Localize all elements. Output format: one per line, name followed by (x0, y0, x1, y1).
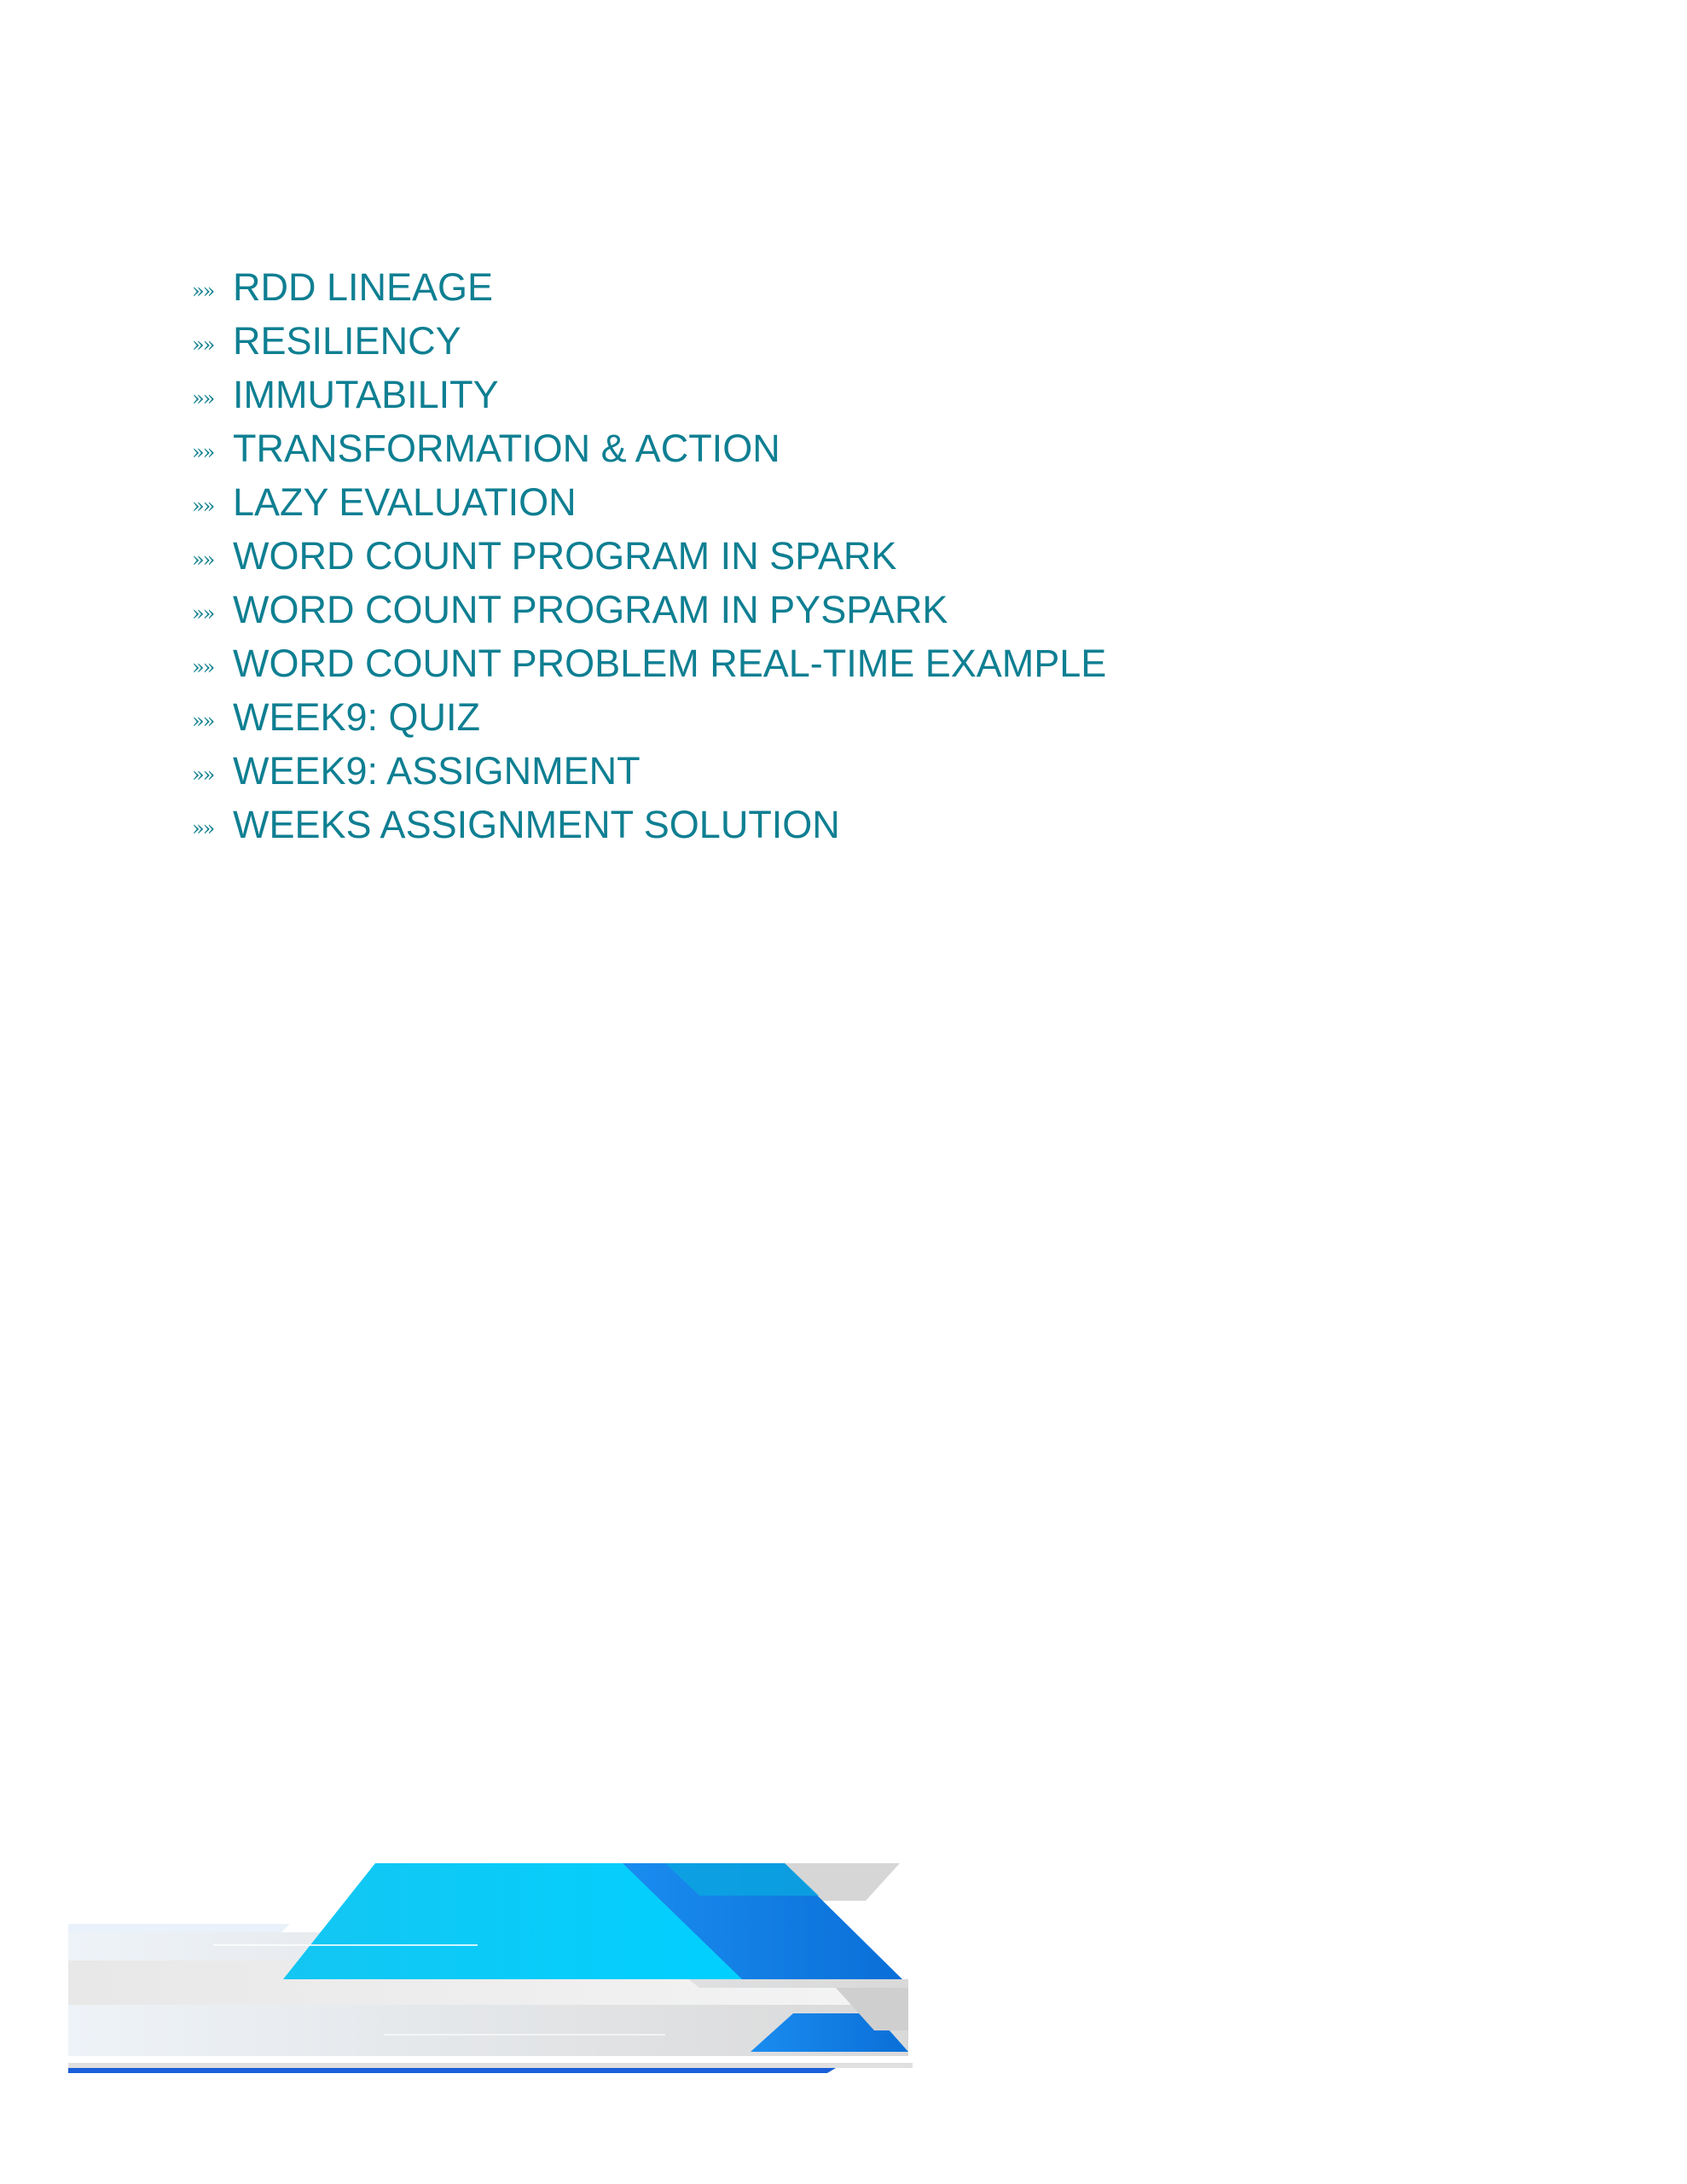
toc-label: TRANSFORMATION & ACTION (233, 427, 780, 470)
table-of-contents (192, 253, 1106, 844)
toc-label: WEEK9: QUIZ (233, 695, 481, 739)
toc-item-word-count-pyspark (192, 575, 1106, 629)
banner-line-bottom (68, 2063, 913, 2068)
toc-item-week9-quiz (192, 682, 1106, 739)
bullet-icon: »» (192, 709, 214, 733)
bullet-icon: »» (192, 494, 214, 518)
toc-item-weeks-assignment-solution (192, 790, 1106, 844)
toc-label: WORD COUNT PROGRAM IN SPARK (233, 534, 897, 578)
bullet-icon: »» (192, 601, 214, 625)
toc-label: WORD COUNT PROGRAM IN PYSPARK (233, 588, 948, 631)
toc-label: WEEK9: ASSIGNMENT (233, 749, 641, 793)
bullet-icon: »» (192, 386, 214, 410)
toc-label: WORD COUNT PROBLEM REAL-TIME EXAMPLE (233, 642, 1107, 685)
toc-item-rdd-lineage (192, 253, 1106, 309)
toc-item-word-count-spark (192, 521, 1106, 578)
toc-item-week9-assignment (192, 736, 1106, 793)
bullet-icon: »» (192, 655, 214, 679)
toc-label: LAZY EVALUATION (233, 480, 577, 524)
bullet-icon: »» (192, 763, 214, 787)
toc-label: WEEKS ASSIGNMENT SOLUTION (233, 803, 840, 846)
toc-label: RESILIENCY (233, 319, 461, 363)
toc-label: IMMUTABILITY (233, 373, 499, 416)
bullet-icon: »» (192, 279, 214, 303)
banner-line-blue (68, 2068, 836, 2073)
toc-label: RDD LINEAGE (233, 265, 494, 309)
toc-item-lazy-evaluation (192, 468, 1106, 524)
bullet-icon: »» (192, 548, 214, 572)
toc-item-resiliency (192, 306, 1106, 363)
bullet-icon: »» (192, 333, 214, 357)
toc-item-transformation-action (192, 414, 1106, 468)
bullet-icon: »» (192, 440, 214, 464)
decorative-banner-graphic (68, 1860, 913, 2077)
toc-item-immutability (192, 360, 1106, 414)
bullet-icon: »» (192, 816, 214, 840)
toc-item-word-count-realtime (192, 629, 1107, 685)
